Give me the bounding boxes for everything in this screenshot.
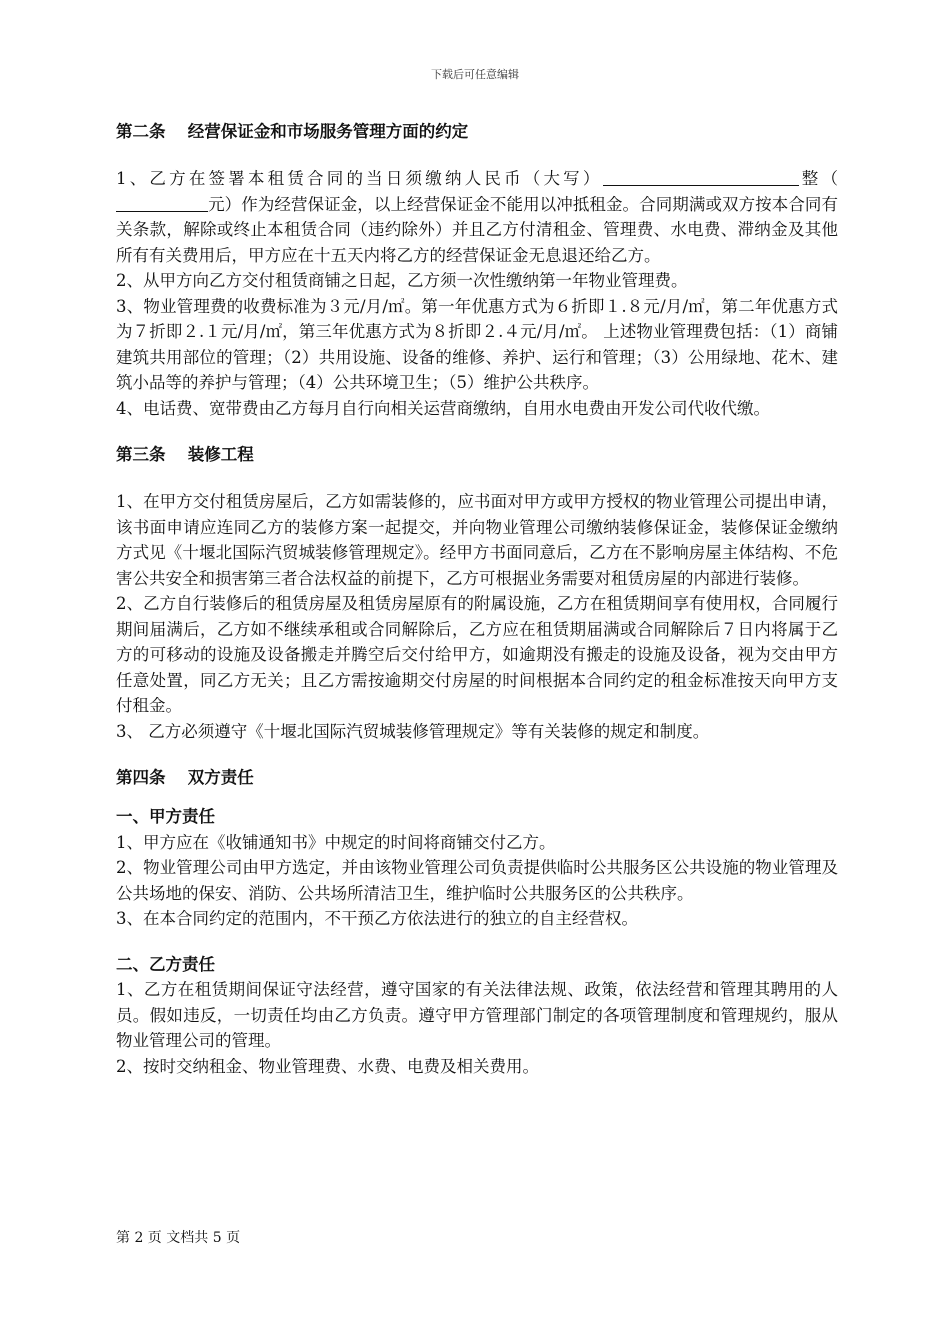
article-2-p1-text-a: 1、乙方在签署本租赁合同的当日须缴纳人民币（大写） (116, 169, 603, 188)
article-3-title: 第三条 装修工程 (116, 445, 254, 464)
party-b-paragraph-1: 1、乙方在租赁期间保证守法经营，遵守国家的有关法律法规、政策，依法经营和管理其聘用的人员。假如违反，一切责任均由乙方负责。遵守甲方管理部门制定的各项管理制度和管理规约，服从物业管理公司的管理。 (116, 980, 838, 1050)
page-header: 下载后可任意编辑 (431, 68, 519, 81)
article-2-p1-text-b: 整（ (798, 169, 839, 188)
amount-uppercase-blank (603, 167, 799, 186)
article-2-title: 第二条 经营保证金和市场服务管理方面的约定 (116, 122, 469, 141)
article-2-p1-text-c: 元）作为经营保证金，以上经营保证金不能用以冲抵租金。合同期满或双方按本合同有关条款，解除或终止本租赁合同（违约除外）并且乙方付清租金、管理费、水电费、滞纳金及其他所有有关费用后，甲方应在十五天内将乙方的经营保证金无息退还给乙方。 (116, 194, 838, 265)
article-3-paragraph-2: 2、乙方自行装修后的租赁房屋及租赁房屋原有的附属设施，乙方在租赁期间享有使用权，合同履行期间届满后，乙方如不继续承租或合同解除后，乙方应在租赁期届满或合同解除后７日内将属于乙方的可移动的设施及设备搬走并腾空后交付给甲方，如逾期没有搬走的设施及设备，视为交由甲方任意处置，同乙方无关；且乙方需按逾期交付房屋的时间根据本合同约定的租金标准按天向甲方支付租金。 (116, 594, 838, 715)
article-2-paragraph-4: 4、电话费、宽带费由乙方每月自行向相关运营商缴纳，自用水电费由开发公司代收代缴。 (116, 398, 770, 418)
article-2-paragraph-2: 2、从甲方向乙方交付租赁商铺之日起，乙方须一次性缴纳第一年物业管理费。 (116, 271, 688, 290)
party-a-heading: 一、甲方责任 (116, 807, 215, 826)
party-a-paragraph-2: 2、物业管理公司由甲方选定，并由该物业管理公司负责提供临时公共服务区公共设施的物业管理及公共场地的保安、消防、公共场所清洁卫生，维护临时公共服务区的公共秩序。 (116, 858, 838, 903)
party-b-heading: 二、乙方责任 (116, 954, 215, 974)
page-footer: 第 2 页 文档共 5 页 (116, 1230, 241, 1246)
article-2-paragraph-1 (116, 166, 838, 268)
article-3-paragraph-1: 1、在甲方交付租赁房屋后，乙方如需装修的，应书面对甲方或甲方授权的物业管理公司提出申请，该书面申请应连同乙方的装修方案一起提交，并向物业管理公司缴纳装修保证金，装修保证金缴纳方式见《十堰北国际汽贸城装修管理规定》。经甲方书面同意后，乙方在不影响房屋主体结构、不危害公共安全和损害第三者合法权益的前提下，乙方可根据业务需要对租赁房屋的内部进行装修。 (116, 492, 838, 588)
amount-number-blank (116, 193, 208, 212)
party-a-paragraph-3: 3、在本合同约定的范围内，不干预乙方依法进行的独立的自主经营权。 (116, 909, 638, 928)
article-2-paragraph-3: 3、物业管理费的收费标准为３元/月/㎡。第一年优惠方式为６折即１.８元/月/㎡，第二年优惠方式为７折即２.１元/月/㎡，第三年优惠方式为８折即２.４元/月/㎡。 上述物业管理费包括：（1）商铺建筑共用部位的管理；（2）共用设施、设备的维修、养护、运行和管理；（3）公用绿地、花木、建筑小品等的养护与管理；（4）公共环境卫生；（5）维护公共秩序。 (116, 296, 838, 392)
article-4-title: 第四条 双方责任 (116, 768, 254, 787)
article-3-paragraph-3: 3、 乙方必须遵守《十堰北国际汽贸城装修管理规定》等有关装修的规定和制度。 (116, 721, 710, 741)
party-b-paragraph-2: 2、按时交纳租金、物业管理费、水费、电费及相关费用。 (116, 1056, 539, 1076)
document-body (116, 118, 838, 1079)
party-a-paragraph-1: 1、甲方应在《收铺通知书》中规定的时间将商铺交付乙方。 (116, 832, 556, 852)
